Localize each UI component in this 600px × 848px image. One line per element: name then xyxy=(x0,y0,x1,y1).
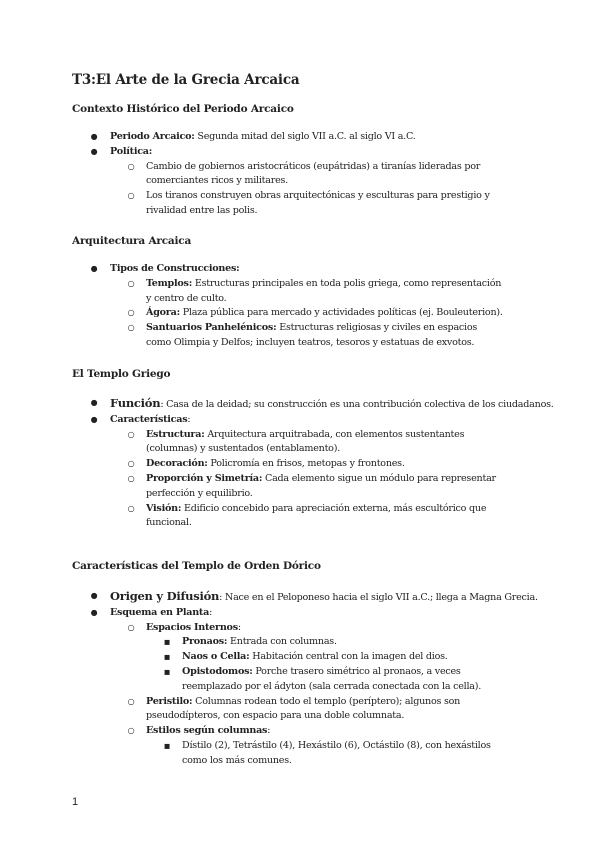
item-colon: : xyxy=(237,621,241,633)
circle-bullet-icon: ○ xyxy=(127,323,135,333)
list-item xyxy=(0,739,600,769)
item-text: Policromía en frisos, metopas y frontones. xyxy=(210,458,405,470)
item-text: : Nace en el Peloponeso hacia el siglo VII a.C.; llega a Magna Grecia. xyxy=(219,592,538,603)
bullet-icon: ● xyxy=(90,146,98,156)
item-text: Edificio concebido para apreciación externa, más escultórico que funcional. xyxy=(146,502,487,529)
circle-bullet-icon: ○ xyxy=(127,622,135,632)
item-text: Habitación central con la imagen del dios. xyxy=(252,651,448,663)
dorico-list xyxy=(0,589,600,769)
item-text: Columnas rodean todo el templo (períptero); algunos son pseudodípteros, con espacio para una doble columnata. xyxy=(146,695,461,722)
bullet-icon: ● xyxy=(90,607,98,617)
item-label: Santuarios Panhelénicos: xyxy=(146,322,277,334)
item-label: Proporción y Simetría: xyxy=(146,472,263,484)
list-item xyxy=(0,306,600,321)
list-item xyxy=(0,650,600,665)
item-colon: : xyxy=(187,413,191,425)
list-item xyxy=(0,589,600,606)
list-item xyxy=(0,262,600,277)
list-item xyxy=(0,635,600,650)
list-item xyxy=(0,724,600,739)
square-bullet-icon: ■ xyxy=(164,653,170,662)
templo-list xyxy=(0,396,600,531)
section-heading-templo: El Templo Griego xyxy=(72,368,171,380)
list-item xyxy=(0,396,600,413)
square-bullet-icon: ■ xyxy=(164,638,170,647)
item-label: Estructura: xyxy=(146,428,205,440)
circle-bullet-icon: ○ xyxy=(127,429,135,439)
bullet-icon: ● xyxy=(90,414,98,424)
circle-bullet-icon: ○ xyxy=(127,696,135,706)
list-item xyxy=(0,472,600,502)
item-label: Naos o Cella: xyxy=(182,651,250,663)
item-text: Los tiranos construyen obras arquitectónicas y esculturas para prestigio y rivalidad entre las polis. xyxy=(146,190,490,216)
page-number: 1 xyxy=(72,796,79,808)
section-heading-dorico: Características del Templo de Orden Dórico xyxy=(72,560,321,572)
list-item xyxy=(0,621,600,636)
item-label: Visión: xyxy=(146,502,182,514)
circle-bullet-icon: ○ xyxy=(127,459,135,469)
circle-bullet-icon: ○ xyxy=(127,308,135,318)
list-item xyxy=(0,413,600,428)
item-label: Origen y Difusión xyxy=(110,589,220,603)
list-item xyxy=(0,502,600,532)
item-text: Segunda mitad del siglo VII a.C. al siglo VI a.C. xyxy=(197,131,416,142)
item-label: Peristilo: xyxy=(146,695,193,707)
item-text: Entrada con columnas. xyxy=(230,636,337,648)
item-label: Periodo Arcaico: xyxy=(110,131,195,142)
item-text: Porche trasero simétrico al pronaos, a veces reemplazado por el ádyton (sala cerrada conectada con la cella). xyxy=(182,665,482,692)
list-item xyxy=(0,189,600,219)
list-item xyxy=(0,428,600,458)
list-item xyxy=(0,695,600,725)
item-label: Pronaos: xyxy=(182,636,228,648)
section-heading-contexto: Contexto Histórico del Periodo Arcaico xyxy=(72,103,294,115)
item-colon: : xyxy=(267,725,271,737)
item-label: Función xyxy=(110,396,161,410)
item-label: Esquema en Planta xyxy=(110,606,210,618)
circle-bullet-icon: ○ xyxy=(127,473,135,483)
circle-bullet-icon: ○ xyxy=(127,161,135,171)
document-title: T3:El Arte de la Grecia Arcaica xyxy=(72,72,300,88)
item-colon: : xyxy=(209,606,213,618)
item-text: Dístilo (2), Tetrástilo (4), Hexástilo (6), Octástilo (8), con hexástilos como los más comunes. xyxy=(182,739,491,766)
item-label: Estilos según columnas xyxy=(146,725,268,737)
list-item xyxy=(0,130,600,145)
item-text: Cambio de gobiernos aristocráticos (eupátridas) a tiranías lideradas por comerciantes ricos y militares. xyxy=(146,160,481,187)
item-label: Templos: xyxy=(146,277,192,289)
bullet-icon: ● xyxy=(90,132,98,141)
list-item xyxy=(0,145,600,160)
list-item xyxy=(0,321,600,351)
item-text: Plaza pública para mercado y actividades políticas (ej. Bouleuterion). xyxy=(182,307,503,319)
list-item xyxy=(0,665,600,695)
item-text: Estructuras religiosas y civiles en espacios como Olimpia y Delfos; incluyen teatros, tesoros y estatuas de exvotos. xyxy=(146,322,478,348)
item-label: Tipos de Construcciones: xyxy=(110,263,240,274)
bullet-icon: ● xyxy=(90,398,98,407)
list-item xyxy=(0,160,600,190)
list-item xyxy=(0,277,600,307)
list-item xyxy=(0,606,600,621)
item-label: Política: xyxy=(110,145,153,157)
item-label: Decoración: xyxy=(146,458,208,470)
item-label: Opistodomos: xyxy=(182,665,253,677)
item-text: Estructuras principales en toda polis griega, como representación y centro de culto. xyxy=(146,277,502,304)
item-label: Ágora: xyxy=(146,307,180,319)
section-heading-arquitectura: Arquitectura Arcaica xyxy=(72,235,192,247)
circle-bullet-icon: ○ xyxy=(127,503,135,513)
circle-bullet-icon: ○ xyxy=(127,278,135,288)
bullet-icon: ● xyxy=(90,591,98,600)
bullet-icon: ● xyxy=(90,264,98,273)
item-label: Características xyxy=(110,413,188,425)
item-text: Cada elemento sigue un módulo para representar perfección y equilibrio. xyxy=(146,472,496,499)
square-bullet-icon: ■ xyxy=(164,667,170,676)
square-bullet-icon: ■ xyxy=(164,741,170,750)
circle-bullet-icon: ○ xyxy=(127,726,135,736)
item-text: : Casa de la deidad; su construcción es una contribución colectiva de los ciudadanos. xyxy=(160,399,554,410)
circle-bullet-icon: ○ xyxy=(127,191,135,201)
list-item xyxy=(0,457,600,472)
contexto-list xyxy=(0,130,600,219)
item-text: Arquitectura arquitrabada, con elementos sustentantes (columnas) y sustentados (entablamento). xyxy=(146,428,465,455)
item-label: Espacios Internos xyxy=(146,621,238,633)
arquitectura-list xyxy=(0,262,600,351)
